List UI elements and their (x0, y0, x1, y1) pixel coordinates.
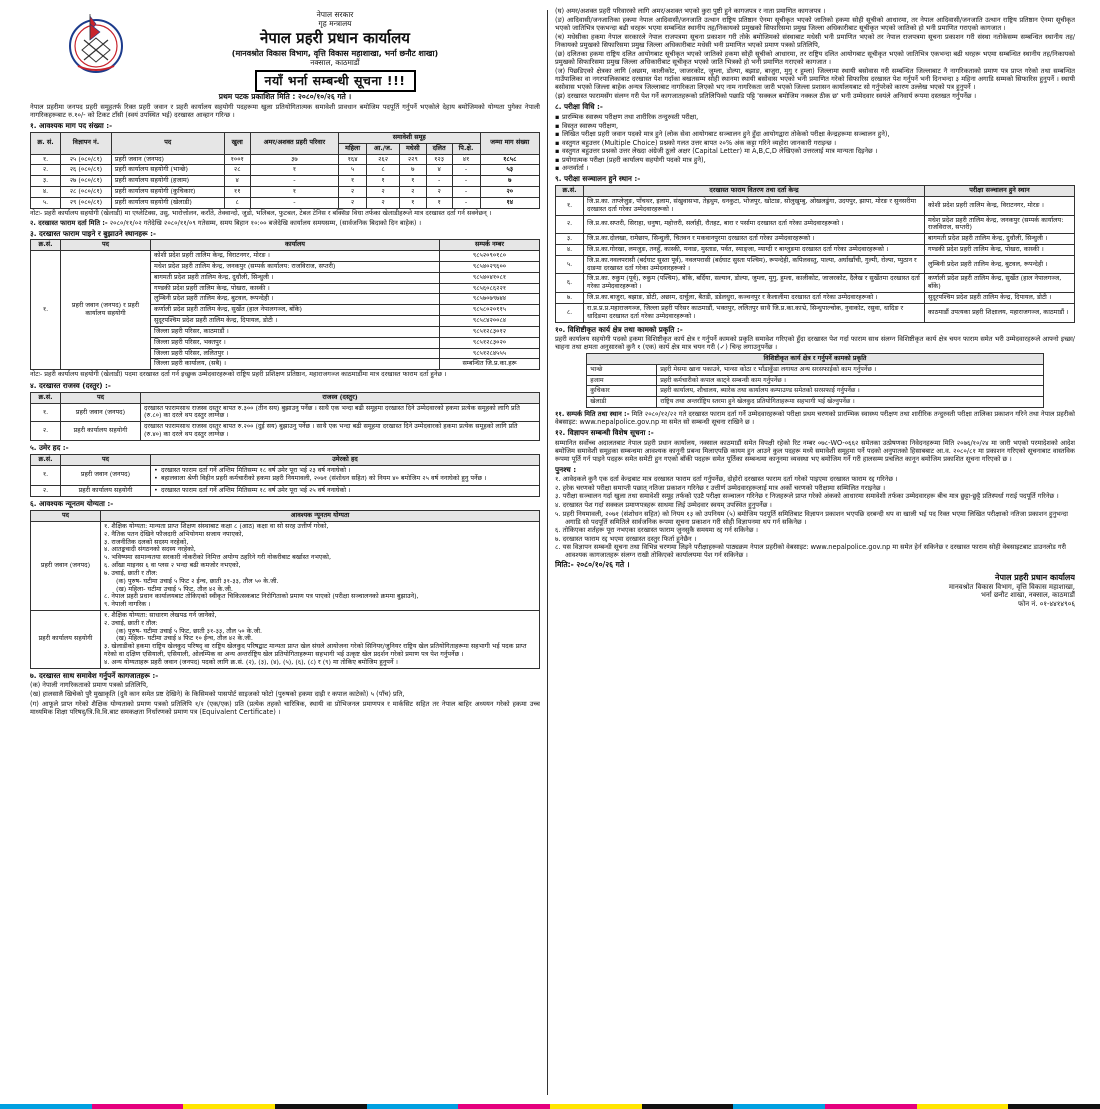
cell: ४१ (452, 154, 480, 165)
cell: २. (31, 422, 61, 441)
col-post: पद (61, 392, 141, 403)
signoff-branch: भर्ना छनौट शाखा, नक्साल, काठमाडौं (981, 591, 1075, 600)
cell: कर्णाली प्रदेश प्रहरी तालिम केन्द्र, सुर्खेत (हाल नेपालगञ्ज, बाँके) (925, 274, 1075, 293)
cell: - (452, 197, 480, 208)
list-item: (छ) दलितका हकमा राष्ट्रिय दलित आयोगबाट सूचीकृत भएको जातिको हकमा सोही सूचीको आधारमा, तर राष्ट्रिय दलित आयोगबाट सूचीकृत भएको जातिभित्र एकभन्दा बढी थरहरू भएमा सम्बन्धित स्थानीय तह/निकायको प्रमुखको सिफारिसमा प्रमुख जिल्ला अधिकारीबाट सूचीकृत भएको जाति भित्रको हो भनी प्रमाणित गराएको कागजात । (555, 50, 1075, 67)
cell: प्रहरी कार्यालय सहयोगी (61, 422, 141, 441)
cell: १६४ (338, 154, 366, 165)
section-1-title: १. आवश्यक माग पद संख्या :- (30, 121, 113, 131)
cell: २६२ (367, 154, 400, 165)
postscript-title: पुनश्च : (555, 464, 577, 474)
cell: जि.प्र.का.नवलपरासी (बर्दघाट सुस्ता पूर्व), नवलपरासी (बर्दघाट सुस्ता पश्चिम), रूपन्देही, कपिलवस्तु, पाल्पा, अर्घाखाँची, गुल्मी, रोल्पा, प्युठान र दाङमा दरखास्त दर्ता गरेका उम्मेदवारहरूको । (584, 255, 925, 274)
cell: १२३ (426, 154, 452, 165)
list-item: (क) पुरुष- घटीमा उचाई ५ फिट २ ईन्च, छाती ३१-३३, तौल ५० के.जी. (116, 576, 279, 585)
signoff-org: नेपाल प्रहरी प्रधान कार्यालय (995, 572, 1075, 582)
col-martyr: अमर/अशक्त प्रहरी परिवार (250, 132, 338, 154)
cell: जि.प्र.का. रुकुम (पूर्व), रुकुम (पश्चिम), बाँके, बर्दिया, सल्यान, डोल्पा, जुम्ला, मुगु, हुम्ला, कालीकोट, जाजरकोट, दैलेख र सुर्खेतमा दरखास्त दर्ता गरेका उम्मेदवारहरूको । (584, 274, 925, 293)
cell: जि.प्र.का.दोलखा, रामेछाप, सिन्धुली, चितवन र मकवानपुरमा दरखास्त दर्ता गरेका उम्मेदवारहरूको । (584, 234, 925, 245)
section-1-note: नोटः- प्रहरी कार्यालय सहयोगी (खेलाडी) मा एथ्लेटिक्स, उसु, भारोत्तोलन, कराँते, तेक्वान्दो, जुडो, भलिबल, फुटबल, टेबल टेनिस र बक्सिङ विधा तर्फका खेलाडीहरूले मात्र दरखास्त दर्ता गर्न सक्नेछन् । (30, 208, 492, 217)
col-sn: क्र.सं. (31, 240, 61, 251)
table-row (587, 365, 1044, 376)
col-sn: क्र. सं. (31, 132, 61, 154)
cell: राष्ट्रिय तथा अन्तर्राष्ट्रिय स्तरमा हुने खेलकुद प्रतियोगिताहरूमा सहभागी भई खेल्नुपर्नेछ । (657, 397, 1044, 408)
cell: जिल्ला प्रहरी कार्यालय, (सबै) । (151, 359, 440, 370)
list-item: ४. अन्य योग्यताहरू प्रहरी जवान (जनपद) पदको लागि क्र.सं. (२), (३), (४), (५), (६), (८) र (९) मा तोकिए बमोजिम हुनुपर्ने । (104, 657, 398, 666)
list-item: (ङ) आदिवासी/जनजातिका हकमा नेपाल आदिवासी/जनजाति उत्थान राष्ट्रिय प्रतिष्ठान ऐनमा सूचीकृत भएको जातिको हकमा सोही सूचीको आधारमा, तर नेपाल आदिवासी/जनजाति उत्थान राष्ट्रिय प्रतिष्ठान ऐनमा सूचीकृत भएको जातिभित्र एकभन्दा बढी थरहरू भएमा सम्बन्धित स्थानीय तह/निकायको प्रमुखको सिफारिसमा प्रमुख जिल्ला अधिकारीबाट सूचीकृत भएको जातिको हो भनी प्रमाणित गराएको कागजात । (555, 16, 1075, 33)
cell: कुचिकार (587, 386, 657, 397)
cell: १ (250, 165, 338, 176)
cell: प्रहरी जवान (जनपद) (111, 154, 224, 165)
cell: २. (31, 485, 61, 497)
table-row (556, 274, 1075, 293)
cell: १००१ (224, 154, 250, 165)
qualification-table (30, 510, 540, 668)
col-backward: पि.क्षे. (452, 143, 480, 154)
cell: ९८५८४२००८४ (440, 316, 540, 327)
section-12-title: १२. विज्ञापन सम्बन्धी विशेष सूचना :- (555, 427, 654, 437)
cell: ३. (31, 176, 61, 187)
table-row (587, 397, 1044, 408)
section-11 (555, 410, 1075, 426)
cell: ९८५१२८४५५५ (440, 348, 540, 359)
col-open: खुला (224, 132, 250, 154)
office-address: नक्साल, काठमाडौं (310, 58, 360, 68)
documents-list-continued (555, 7, 1075, 100)
table-row (31, 165, 540, 176)
cell: २५ (०८०/८१) (61, 154, 112, 165)
cell: कर्णाली प्रदेश प्रहरी तालिम केन्द्र, सुर्खेत (हाल नेपालगञ्ज, बाँके) (151, 305, 440, 316)
list-item: (ग) आफूले प्राप्त गरेको शैक्षिक योग्यताको प्रमाण पत्रको प्रतिलिपि १/१ (एक/एक) प्रति (प्रत्येक तहको चारित्रिक, स्थायी वा प्रोभिजनल प्रमाणपत्र र मार्कसिट सहित तर नेपाल बाहिर अध्ययन गरेको हकमा उच्च माध्यमिक शिक्षा परिषद्/त्रि.वि.वि.बाट समकक्षता निर्धारणको प्रमाण पत्र (Equivalent Certificate) । (30, 699, 540, 716)
col-post: पद (111, 132, 224, 154)
col-exam-place: परीक्षा सञ्चालन हुने स्थान (925, 186, 1075, 197)
footer-date: मिति:- २०८०/१०/२६ गते । (555, 559, 630, 569)
cell: ९८५१२८३०१२ (440, 326, 540, 337)
posts-table (30, 132, 540, 209)
column-divider (547, 10, 548, 1095)
cell: - (452, 165, 480, 176)
postscript-list (555, 475, 1075, 559)
cell: २९ (०८०/८१) (61, 197, 112, 208)
cell: दरखास्त फारामसाथ राजस्व दस्तुर बापत रु.२०० (दुई सय) बुझाउनु पर्नेछ । साथै एक भन्दा बढी समूहमा दरखास्त दिने उम्मेदवारको हकमा प्रत्येक समूहको लागि प्रति (रु.४०) का दरले थप दस्तुर लाग्नेछ । (141, 422, 540, 441)
header (30, 6, 540, 90)
list-item: (झ) दरखास्त फारामसँग संलग्न गरी पेश गर्ने कागजातहरूको प्रतिलिपिको पछाडि पट्टि 'सक्कल बमोजिम नक्कल ठीक छ' भनी उम्मेदवार स्वयंले अनिवार्य रूपमा दस्तखत गर्नुपर्नेछ । (555, 92, 977, 101)
table-row (556, 293, 1075, 304)
cell: - (250, 176, 338, 187)
list-item: (ख) महिला- घटीमा उचाई ४ फिट १० ईन्च, तौल ४२ के.जी. (116, 634, 253, 643)
col-contact: सम्पर्क नम्बर (440, 240, 540, 251)
table-row (31, 522, 540, 611)
cell: बागमती प्रदेश प्रहरी तालिम केन्द्र, दुधौली, सिन्धुली । (925, 234, 1075, 245)
cell: सुदूरपश्चिम प्रदेश प्रहरी तालिम केन्द्र, दिपायल, डोटी । (151, 316, 440, 327)
cell: ९८५२०९०१८० (440, 251, 540, 262)
cell: १. (31, 154, 61, 165)
list-item: ३. खेलाडीको हकमा राष्ट्रिय खेलकुद परिषद् वा राष्ट्रिय खेलकुद परिषद्बाट मान्यता प्राप्त खेल संघले आयोजना गरेको सिनियर/जुनियर राष्ट्रिय खेल प्रतियोगिताहरूमा सहभागी भई पदक प्राप्त गरेको वा दक्षिण एसियाली, एसियाली, ओलम्पिक वा अन्य अन्तर्राष्ट्रिय खेल प्रतियोगिताहरूमा सहभागी भई उत्कृष्ट खेल प्रदर्शन गरेको प्रमाण पत्र पेश गर्नुपर्नेछ । (104, 642, 527, 659)
table-row (556, 255, 1075, 274)
cell: २७ (०८०/८१) (61, 176, 112, 187)
cell: ६. (556, 274, 584, 293)
list-item: ७. दरखास्त फाराम रद्द भएमा दरखास्त दस्तुर फिर्ता हुनेछैन । (555, 534, 697, 543)
cell: ८ (367, 165, 400, 176)
col-post: पद (61, 240, 151, 251)
table-row (31, 403, 540, 422)
list-item: (क) नेपाली नागरिकताको प्रमाण पत्रको प्रतिलिपि, (30, 681, 149, 690)
exam-method-list (555, 113, 1075, 172)
cell: १. (31, 251, 61, 370)
cell: - (426, 176, 452, 187)
table-row (31, 176, 540, 187)
list-item: • दरखास्त फाराम दर्ता गर्ने अन्तिम मितिसम्म १८ वर्ष उमेर पूरा भई २५ वर्ष ननाघेको । (154, 487, 536, 495)
signoff (555, 573, 1075, 608)
right-column (555, 6, 1075, 1097)
list-item: • दरखास्त फाराम दर्ता गर्ने अन्तिम मितिसम्म १८ वर्ष उमेर पूरा भई २३ वर्ष ननाघेको । (154, 467, 536, 475)
table-row (31, 422, 540, 441)
table-row (556, 196, 1075, 215)
cell: २. (31, 165, 61, 176)
office-title: नेपाल प्रहरी प्रधान कार्यालय (260, 29, 410, 48)
cell: जि.प्र.का.बाजुरा, बझाङ, डोटी, अछाम, दार्चुला, बैतडी, डडेलधुरा, कञ्चनपुर र कैलालीमा दरखास्त दर्ता गरेका उम्मेदवारहरूको । (584, 293, 925, 304)
cell: जिल्ला प्रहरी परिसर, ललितपुर । (151, 348, 440, 359)
section-5-title: ५. उमेर हद :- (30, 442, 69, 452)
intro-paragraph: नेपाल प्रहरीमा जनपद प्रहरी समूहतर्फ रिक्त प्रहरी जवान र प्रहरी कार्यालय सहयोगी पदहरूमा खुला प्रतियोगितात्मक समावेशी प्रावधान बमोजिम पदपूर्ति गर्नुपर्ने भएकोले देहाय बमोजिमको योग्यता पुगेका नेपाली नागरिकहरूबाट रु.१०/- को टिकट टाँसी (स्वयं उपस्थित भई) दरखास्त आव्हान गरिन्छ । (30, 103, 540, 120)
section-3-note: नोटः- प्रहरी कार्यालय सहयोगी (खेलाडी) पदमा दरखास्त दर्ता गर्न इच्छुक उम्मेदवारहरूको राष्ट्रिय प्रहरी प्रशिक्षण प्रतिष्ठान, महाराजगञ्ज काठमाडौंमा मात्र दरखास्त फाराम दर्ता हुनेछ । (30, 370, 447, 379)
section-7-title: ७. दरखास्त साथ समावेश गर्नुपर्ने कागजातहरू :- (30, 670, 159, 680)
list-item: ▪ वस्तुगत बहुउत्तर प्रश्नको उत्तर लेख्दा अंग्रेजी ठूलो अक्षर (Capital Letter) मा A,B,C,D लेखिएको उत्तरलाई मात्र मान्यता दिइनेछ । (555, 147, 1075, 155)
section-6-title: ६. आवश्यक न्यूनतम योग्यता :- (30, 499, 114, 509)
list-item: ▪ अन्तर्वार्ता । (555, 164, 1075, 172)
cell: सुदूरपश्चिम प्रदेश प्रहरी तालिम केन्द्र, दिपायल, डोटी । (925, 293, 1075, 304)
cell: कोशी प्रदेश प्रहरी तालिम केन्द्र, विराटनगर, मोरङ । (151, 251, 440, 262)
department-name: (मानवश्रोत विकास विभाग, वृत्ति विकास महाशाखा, भर्ना छनौट शाखा) (231, 48, 439, 58)
col-women: महिला (338, 143, 366, 154)
cell: जि.प्र.का.सप्तरी, सिराहा, धनुषा, महोत्तरी, सर्लाही, रौतहट, बारा र पर्सामा दरखास्त दर्ता गरेका उम्मेदवारहरूको । (584, 215, 925, 234)
cell: २ (338, 187, 366, 198)
cell: ५. (556, 255, 584, 274)
cell: २६ (०८०/८१) (61, 165, 112, 176)
cell: प्रहरी जवान (जनपद) (61, 465, 151, 485)
col-sn: क्र.सं. (556, 186, 584, 197)
publish-date: प्रथम पटक प्रकाशित मिति : २०८०/१०/२६ गते । (218, 92, 352, 101)
col-sn: क्र.सं. (31, 454, 61, 465)
work-nature-table (586, 353, 1044, 407)
list-item: (ख) हालसालै खिचेको पुरै मुखाकृति (दुवै कान समेत प्रष्ट देखिने) के किसिमको पासपोर्ट साइजको फोटो (पुरुषको हकमा दाह्री र कपाल काटेको) ५ (पाँच) प्रति, (30, 690, 405, 699)
col-fee: राजस्व (दस्तुर) (141, 392, 540, 403)
list-item: २. नैतिक पतन देखिने फौजदारी अभियोगमा सजाय नपाएको, (104, 529, 244, 538)
table-row (31, 485, 540, 497)
cell (151, 465, 540, 485)
table-row (556, 245, 1075, 256)
list-item: (घ) अमर/अशक्त प्रहरी परिवारको लागि अमर/अशक्त भएको कुरा पुष्टी हुने कागजपत्र र नाता प्रमाणित कागजपत्र । (555, 7, 826, 15)
section-3-title: ३. दरखास्त फाराम पाइने र बुझाउने स्थानहरू :- (30, 228, 156, 238)
cell: जिल्ला प्रहरी परिसर, काठमाडौं । (151, 326, 440, 337)
section-2-text: २०८०/११/०२ गतेदेखि २०८०/११/०९ गतेसम्म, समय बिहान १०:०० बजेदेखि कार्यालय समयसम्म, (सार्वजनिक बिदाको दिन बाहेक) । (109, 218, 422, 227)
list-item: १. शैक्षिक योग्यता: साधारण लेखपढ गर्न जानेको, (104, 610, 217, 619)
cell: ५३ (480, 165, 539, 176)
col-age: उमेरको हद (151, 454, 540, 465)
section-4-title: ४. दरखास्त राजस्व (दस्तुर) :- (30, 381, 111, 391)
cell: १ (399, 197, 426, 208)
list-item: (ज) पिछडिएको क्षेत्रका लागि (अछाम, कालीकोट, जाजरकोट, जुम्ला, डोल्पा, बझाङ, बाजुरा, मुगु र हुम्ला) जिल्लामा स्थायी बसोवास गरी सम्बन्धित जिल्लाबाट नै नागरिकताको प्रमाण पत्र प्राप्त गरेको तथा सम्बन्धित गाउँपालिका वा नगरपालिकाबाट दरखास्त पेश गर्दाका बखतसम्म सोही स्थानमा स्थायी बसोवास भएको भनी प्रमाणित गरेको सिफारिस दरखास्त पेश गर्नुपर्ने भनी दिनभन्दा ३ महिना अगाडि सम्मको सिफारिस हुनुपर्ने । स्थायी बसोवास भएको जिल्ला बाहेक अन्यत्र जिल्लाबाट नागरिकता लिएको भए नाम नागरिकता जारी भएको जिल्ला प्रशासन कार्यालयबाट सो गर्नुपरेको कारण उल्लेख भएको पत्र हुनुपर्ने । (555, 67, 1075, 92)
list-item: २. उचाई, छाती र तौल: (104, 618, 158, 627)
cell: बागमती प्रदेश प्रहरी तालिम केन्द्र, दुधौली, सिन्धुली । (151, 272, 440, 283)
cell: ४ (224, 176, 250, 187)
cell (151, 485, 540, 497)
cell: ५ (338, 165, 366, 176)
list-item: • बहालवाला श्रेणी विहीन प्रहरी कर्मचारीको हकमा प्रहरी नियमावली, २०७१ (संशोधन सहित) को नियम ४० बमोजिम २५ वर्ष ननाघेको हुनु पर्नेछ । (154, 475, 536, 483)
cell: प्रहरी जवान (जनपद) (61, 403, 141, 422)
col-total: जम्मा माग संख्या (480, 132, 539, 154)
cell: ९८५१२८३०२० (440, 337, 540, 348)
cell: ९८५६०८६२२१ (440, 283, 540, 294)
cell: २ (338, 197, 366, 208)
section-10-title: १०. विशिष्टीकृत कार्य क्षेत्र तथा कामको प्रकृति :- (555, 324, 683, 334)
col-adivasi: आ./ज. (367, 143, 400, 154)
cell: ७ (399, 165, 426, 176)
cell: काठमाडौं उपत्यका प्रहरी शिक्षालय, महाराजगञ्ज, काठमाडौं । (925, 303, 1075, 322)
list-item: ▪ लिखित परीक्षा प्रहरी जवान पदको मात्र हुने (लोक सेवा आयोगबाट सञ्चालन हुने हुँदा आयोगद्वारा तोकेको परीक्षा केन्द्रहरूमा सञ्चालन हुने), (555, 130, 1075, 138)
cell: १. (31, 465, 61, 485)
col-adv-no: विज्ञापन नं. (61, 132, 112, 154)
list-item: ▪ विस्तृत स्वास्थ्य परीक्षण, (555, 122, 1075, 130)
print-color-bar (0, 1104, 1100, 1109)
left-column (30, 6, 540, 1097)
cell: ४. (556, 245, 584, 256)
cell: १ (338, 176, 366, 187)
table-row (31, 610, 540, 668)
signoff-dept: मानवश्रोत विकास विभाग, वृत्ति विकास महाशाखा, (948, 582, 1075, 591)
list-item: (क) पुरुष- घटीमा उचाई ५ फिट, छाती ३१-३३, तौल ५० के.जी. (116, 626, 263, 635)
cell: १ (367, 176, 400, 187)
cell: ७. (556, 293, 584, 304)
col-dalit: दलित (426, 143, 452, 154)
list-item: (च) मधेसीका हकमा नेपाल सरकारले नेपाल राजपत्रमा सूचना प्रकाशन गरी तोके बमोजिमको संस्थाबाट मधेसी भनी प्रमाणित भएको तर नेपाल राजपत्रमा सूचना प्रकाशन गरी संस्था नतोकेसम्म सम्बन्धित स्थानीय तह/निकायको प्रमुखको सिफारिसमा प्रमुख जिल्ला अधिकारीबाट मधेसी भनी प्रमाणित भएको प्रमाण पत्रको प्रतिलिपि, (555, 33, 1075, 50)
list-item: १. शैक्षिक योग्यता: मान्यता प्राप्त शिक्षण संस्थाबाट कक्षा ८ (आठ) कक्षा वा सो सरह उत्तीर्ण गरेको, (104, 522, 329, 531)
table-row (556, 215, 1075, 234)
cell: १ (250, 187, 338, 198)
section-11-title: ११. सम्पर्क मिति तथा स्थान :- (555, 409, 630, 418)
cell: १. (31, 403, 61, 422)
cell: १ (399, 176, 426, 187)
cell: - (452, 176, 480, 187)
col-qualification: आवश्यक न्यूनतम योग्यता (101, 511, 540, 522)
offices-table (30, 239, 540, 370)
list-item: ३. राजनीतिक दलको सदस्य नरहेको, (104, 537, 189, 546)
col-madhesi: मधेसी (399, 143, 426, 154)
section-9-title: ९. परीक्षा सञ्चालन हुने स्थान :- (555, 174, 641, 184)
cell: ९८५४०२९६०० (440, 262, 540, 273)
cell: ८. (556, 303, 584, 322)
list-item: ५. प्रहरी नियमावली, २०७१ (संशोधन सहित) को नियम १३ को उपनियम (५) बमोजिम पदपूर्ति समितिबाट विज्ञापन प्रकाशन भएपछि दरबन्दी थप वा खाली भई पद रिक्त भएमा लिखित परीक्षाको नतिजा प्रकाशन हुनुभन्दा अगाडि सो पदपूर्ति समितिले सार्वजनिक रूपमा सूचना प्रकाशन गरी सोही विज्ञापनमा थप गर्न सकिनेछ । (555, 509, 1069, 526)
cell: कोशी प्रदेश प्रहरी तालिम केन्द्र, विराटनगर, मोरङ । (925, 196, 1075, 215)
cell: भान्छे (587, 365, 657, 376)
section-11-text: मिति २०८०/१२/२२ गते दरखास्त फाराम दर्ता गर्ने उम्मेदवारहरूको परीक्षा प्रथम चरणको प्रारम्भिक स्वास्थ्य परीक्षण तथा शारीरिक तन्दुरुस्ती परीक्षा तालिका प्रकाशन गरिने तथा नेपाल प्रहरीको वेबसाइट: www.nepalpolice.gov.np मा समेत सो सम्बन्धी सूचना राखिने छ । (555, 409, 1075, 426)
table-row (31, 465, 540, 485)
cell: १४ (480, 197, 539, 208)
government-name: नेपाल सरकार (316, 10, 354, 19)
documents-list (30, 681, 540, 715)
table-row (31, 251, 540, 262)
cell: रा.प्र.प्र.प्र.महाराजगञ्ज, जिल्ला प्रहरी परिसर काठमाडौं, भक्तपुर, ललितपुर साथै जि.प्र.का.काभ्रे, सिन्धुपाल्चोक, नुवाकोट, रसुवा, धादिङ र धादिङमा दरखास्त दर्ता गरेका उम्मेदवारहरूको । (584, 303, 925, 322)
cell: - (250, 197, 338, 208)
signoff-phone: फोन नं. ०१-४४१४९०६ (1018, 599, 1075, 608)
list-item: ८. नेपाल प्रहरी प्रधान कार्यालयबाट तोकिएको स्वीकृत चिकित्सकबाट निरोगिताको प्रमाण पत्र पाएको (परीक्षा सञ्चालनको क्रममा बुझाउने), (104, 592, 419, 601)
list-item: ५. भविष्यमा सामान्यतया सरकारी नोकरीको निमित्त अयोग्य ठहरिने गरी नोकरीबाट बर्खास्त नभएको, (104, 553, 331, 562)
col-office: कार्यालय (151, 240, 440, 251)
cell: २ (426, 187, 452, 198)
cell: सम्बन्धित जि.प्र.का.हरू (440, 359, 540, 370)
cell: ९८५८०२०११५ (440, 305, 540, 316)
cell: ७ (480, 176, 539, 187)
cell: खेलाडी (587, 397, 657, 408)
cell: ८ (224, 197, 250, 208)
cell: मधेश प्रदेश प्रहरी तालिम केन्द्र, जनकपुर (सम्पर्क कार्यालय: राजविराज, सप्तरी) (151, 262, 440, 273)
col-post: पद (31, 511, 101, 522)
table-row (31, 187, 540, 198)
cell: प्रहरी मेसमा खाना पकाउने, भान्सा कोठा र भाँडाकुँडा लगायत अन्य सरसफाईको काम गर्नुपर्नेछ । (657, 365, 1044, 376)
cell: मधेश प्रदेश प्रहरी तालिम केन्द्र, जनकपुर (सम्पर्क कार्यालय: राजविराज, सप्तरी) (925, 215, 1075, 234)
cell: २ (367, 187, 400, 198)
section-2 (30, 219, 540, 227)
cell: ९८५७०७९७४४ (440, 294, 540, 305)
list-item: ४. आतङ्कवादी संगठनको सदस्य नरहेको, (104, 545, 196, 554)
col-center: दरखास्त फाराम वितरण तथा दर्ता केन्द्र (584, 186, 925, 197)
cell (101, 610, 540, 668)
cell: प्रहरी कार्यालय सहयोगी (हजाम) (111, 176, 224, 187)
cell: २ (399, 187, 426, 198)
cell: १. (556, 196, 584, 215)
ministry-name: गृह मन्त्रालय (318, 19, 352, 29)
list-item: ३. परीक्षा सञ्चालन गर्दा खुला तथा समावेशी समूह तर्फको एउटै परीक्षा सञ्चालन गरिनेछ र निजहरूले प्राप्त गरेको अंकको आधारमा समावेशी तर्फका उम्मेदवारहरू बीच मात्र छुट्टा-छुट्टै प्रतिस्पर्धा गराई पदपूर्ति गरिनेछ । (555, 492, 1059, 501)
cell: प्रहरी कार्यालय सहयोगी (कुचिकार) (111, 187, 224, 198)
table-row (31, 197, 540, 208)
cell: ३७ (250, 154, 338, 165)
work-nature-title: विशिष्टीकृत कार्य क्षेत्र र गर्नुपर्ने कामको प्रकृति (587, 354, 1044, 365)
cell: प्रहरी कार्यालय सहयोगी (61, 485, 151, 497)
cell: प्रहरी कार्यालय, शौचालय, ब्यारेक तथा कार्यालय कम्पाउण्ड समेतको सरसफाई गर्नुपर्नेछ । (657, 386, 1044, 397)
list-item: ▪ प्रारम्भिक स्वास्थ्य परीक्षण तथा शारीरिक तन्दुरुस्ती परीक्षा, (555, 113, 1075, 121)
table-row (587, 375, 1044, 386)
table-row (556, 234, 1075, 245)
exam-centers-table (555, 185, 1075, 322)
cell: लुम्बिनी प्रदेश प्रहरी तालिम केन्द्र, बुटवल, रूपन्देही । (151, 294, 440, 305)
cell: प्रहरी कार्यालय सहयोगी (खेलाडी) (111, 197, 224, 208)
cell: २८ (224, 165, 250, 176)
cell: - (452, 187, 480, 198)
list-item: (ख) महिला- घटीमा उचाई ५ फिट, तौल ४२ के.जी. (116, 584, 233, 593)
table-row (556, 303, 1075, 322)
list-item: ४. दरखास्त पेश गर्दा सक्कल प्रमाणपत्रहरू साथमा लिई उम्मेदवार स्वयम् उपस्थित हुनुपर्नेछ । (555, 501, 772, 510)
list-item: ▪ वस्तुगत बहुउत्तर (Multiple Choice) प्रश्नको गलत उत्तर बापत २०% अंक कट्टा गरिने व्यहोरा जानकारी गराइन्छ । (555, 139, 1075, 147)
cell: गण्डकी प्रदेश प्रहरी तालिम केन्द्र, पोखरा, कास्की । (151, 283, 440, 294)
cell: प्रहरी जवान (जनपद) र प्रहरी कार्यालय सहयोगी (61, 251, 151, 370)
cell: जिल्ला प्रहरी परिसर, भक्तपुर । (151, 337, 440, 348)
col-inclusive-group: समावेशी समूह (338, 132, 480, 143)
section-2-title: २. दरखास्त फाराम दर्ता मिति :- (30, 218, 108, 227)
cell: ४ (426, 165, 452, 176)
header-text (130, 10, 540, 92)
cell: जि.प्र.का. ताप्लेजुङ, पाँचथर, इलाम, संखुवासभा, तेह्रथुम, धनकुटा, भोजपुर, खोटाङ, सोलुखुम्बु, ओखलढुंगा, उदयपुर, झापा, मोरङ र सुनसरीमा दरखास्त दर्ता गरेका उम्मेदवारहरूको । (584, 196, 925, 215)
cell: १८५८ (480, 154, 539, 165)
cell (101, 522, 540, 611)
list-item: ६. तोकिएका शर्तहरू पूरा नभएका दरखास्त फाराम जुनसुकै समयमा रद्द गर्न सकिनेछ । (555, 526, 759, 535)
table-row (31, 154, 540, 165)
list-item: ▪ प्रयोगात्मक परीक्षा (प्रहरी कार्यालय सहयोगी पदको मात्र हुने), (555, 156, 1075, 164)
fee-table (30, 392, 540, 441)
list-item: ९. नेपाली नागरिक । (104, 600, 151, 609)
col-post: पद (61, 454, 151, 465)
cell: दरखास्त फारामसाथ राजस्व दस्तुर बापत रु.३०० (तीन सय) बुझाउनु पर्नेछ । साथै एक भन्दा बढी समूहमा दरखास्त दिने उम्मेदवारको हकमा प्रत्येक समूहको लागि प्रति (रु.८०) का दरले थप दस्तुर लाग्नेछ । (141, 403, 540, 422)
cell: प्रहरी कार्यालय सहयोगी (31, 610, 101, 668)
cell: जि.प्र.का.गोरखा, लमजुङ, तनहुँ, कास्की, मनाङ, मुस्ताङ, पर्वत, स्याङ्जा, म्याग्दी र बाग्लुङमा दरखास्त दर्ता गरेका उम्मेदवारहरूको । (584, 245, 925, 256)
cell: ५. (31, 197, 61, 208)
section-8-title: ८. परीक्षा विधि :- (555, 102, 603, 112)
cell: २. (556, 215, 584, 234)
cell: प्रहरी कार्यालय सहयोगी (भान्छे) (111, 165, 224, 176)
cell: ३. (556, 234, 584, 245)
list-item: ७. उचाई, छाती र तौल: (104, 568, 158, 577)
cell: २ (367, 197, 400, 208)
nepal-police-emblem-icon (66, 10, 126, 76)
cell: २० (480, 187, 539, 198)
cell: २२९ (399, 154, 426, 165)
notice-title: नयाँ भर्ना सम्बन्धी सूचना !!! (255, 70, 416, 91)
list-item: २. हरेक चरणको परीक्षा समाप्ती पछात् नतिजा प्रकाशन गरिनेछ र उत्तीर्ण उम्मेदवारहरूलाई मात्र अर्को चरणको परीक्षामा सम्मिलित गराइनेछ । (555, 483, 886, 492)
cell: ९८५४०४१०८१ (440, 272, 540, 283)
cell: प्रहरी जवान (जनपद) (31, 522, 101, 611)
cell: १ (426, 197, 452, 208)
cell: ४. (31, 187, 61, 198)
section-12-text: सम्मानित सर्वोच्च अदालतबाट नेपाल प्रहरी प्रधान कार्यालय, नक्साल काठमाडौं समेत विपक्षी रहेको रिट नम्बर ०७८-WO-०६६२ समेतका उत्प्रेषणका निवेदनहरूमा मिति २०७६/१०/२४ मा जारी भएको परमादेशको आदेश बमोजिम समावेशी समूहका सम्बन्धमा आवश्यक कानूनी प्रबन्ध मिलाएपछि कायम हुन आउने कुल पदहरू मध्ये समावेशी समूहमा पर्ने पदको अनुपातको हिसाबबाट आ.व. २०८०/८१ मा प्रकाशन गरिएको सूचनाबाट वास्तविक रूपमा पूर्ति गर्न पाइने पदहरू समेत समेटी हुन गएको बाँकी पदहरू समेत पूर्तिका सम्बन्धमा कानूनमा व्यवस्था भए बमोजिम गर्ने गरी हालसम्म प्रचलित कानून बमोजिम प्रकाशित सूचना गरिएको छ । (555, 438, 1075, 463)
col-sn: क्र.सं. (31, 392, 61, 403)
cell: हजाम (587, 375, 657, 386)
cell: प्रहरी कर्मचारीको कपाल काट्ने सम्बन्धी काम गर्नुपर्नेछ । (657, 375, 1044, 386)
cell: २८ (०८०/८१) (61, 187, 112, 198)
cell: गण्डकी प्रदेश प्रहरी तालिम केन्द्र, पोखरा, कास्की । (925, 245, 1075, 256)
list-item: ६. आँखा माइनस ६ वा प्लस २ भन्दा बढी कमजोर नभएको, (104, 561, 241, 570)
age-table (30, 454, 540, 498)
cell: ११ (224, 187, 250, 198)
table-row (587, 386, 1044, 397)
cell: लुम्बिनी प्रदेश प्रहरी तालिम केन्द्र, बुटवल, रूपन्देही । (925, 255, 1075, 274)
list-item: १. आवेदकले कुनै एक दर्ता केन्द्रबाट मात्र दरखास्त फाराम दर्ता गर्नुपर्नेछ, दोहोरो दरखास्त फाराम दर्ता गरेको पाइएमा दरखास्त फाराम रद्द गरिनेछ । (555, 475, 898, 484)
list-item: ८. यस विज्ञापन सम्बन्धी सूचना तथा विभिन्न चरणमा लिइने परीक्षाहरूको पाठ्यक्रम नेपाल प्रहरीको वेबसाइट: www.nepalpolice.gov.np मा समेत हेर्न सकिनेछ र दरखास्त फाराम सोही वेबसाइटबाट डाउनलोड गरी आवश्यक कागजातहरू संलग्न राखी तोकिएको कार्यालयमा पेश गर्न सकिनेछ । (555, 543, 1066, 560)
section-10-text: प्रहरी कार्यालय सहयोगी पदको हकमा विशिष्टीकृत कार्य क्षेत्र र गर्नुपर्ने कामको प्रकृति समावेश गरिएको हुँदा दरखास्त पेश गर्दा फाराम साथ संलग्न विशिष्टीकृत कार्य क्षेत्र चयन फाराम समेत भरी उम्मेदवारहरूले आफ्नो इच्छा/चाहना तथा क्षमता अनुसारको कुनै १ (एक) कार्य क्षेत्र मात्र चयन गरी (✓) चिन्ह लगाउनुपर्नेछ । (555, 335, 1075, 352)
